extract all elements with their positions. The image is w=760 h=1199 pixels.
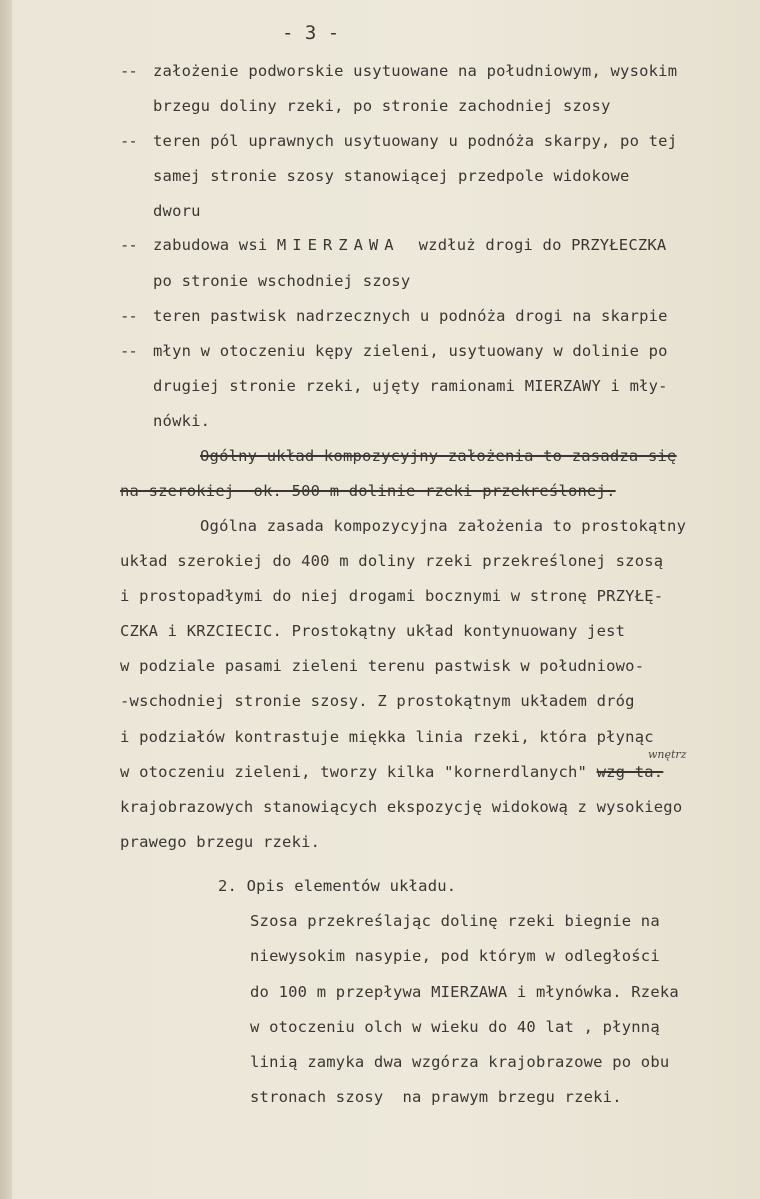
binding-edge xyxy=(0,0,12,1199)
paragraph-line: prawego brzegu rzeki. xyxy=(120,833,321,851)
paragraph-line xyxy=(120,762,663,782)
bullet-dash: -- xyxy=(120,62,137,80)
page-number: - 3 - xyxy=(282,22,340,44)
paragraph-line: i podziałów kontrastuje miękka linia rzeki, która płynąc xyxy=(120,728,654,746)
bullet-dash: -- xyxy=(120,236,137,254)
paragraph-line: i prostopadłymi do niej drogami bocznymi w stronę PRZYŁĘ- xyxy=(120,587,664,605)
section-heading: 2. Opis elementów układu. xyxy=(218,877,457,895)
section-line: do 100 m przepływa MIERZAWA i młynówka. Rzeka xyxy=(250,983,679,1001)
paragraph-line: CZKA i KRZCIECIC. Prostokątny układ kontynuowany jest xyxy=(120,622,626,640)
section-line: niewysokim nasypie, pod którym w odległości xyxy=(250,947,660,965)
section-line: Szosa przekreślając dolinę rzeki biegnie na xyxy=(250,912,660,930)
struck-line: Ogólny układ kompozycyjny założenia to zasadza się xyxy=(200,447,677,465)
bullet-line: teren pastwisk nadrzecznych u podnóża drogi na skarpie xyxy=(153,307,668,325)
struck-word: wzg ta. xyxy=(596,763,664,781)
bullet-line: brzegu doliny rzeki, po stronie zachodniej szosy xyxy=(153,97,611,115)
section-line: w otoczeniu olch w wieku do 40 lat , płynną xyxy=(250,1018,660,1036)
paragraph-line: krajobrazowych stanowiących ekspozycję widokową z wysokiego xyxy=(120,798,683,816)
paragraph-line: -wschodniej stronie szosy. Z prostokątnym układem dróg xyxy=(120,692,635,710)
bullet-line: dworu xyxy=(153,202,201,220)
bullet-line-post: wzdłuż drogi do PRZYŁECZKA xyxy=(399,236,667,254)
handwritten-correction: wnętrz xyxy=(648,748,687,761)
bullet-line: młyn w otoczeniu kępy zieleni, usytuowany w dolinie po xyxy=(153,342,668,360)
paragraph-line: w podziale pasami zieleni terenu pastwisk w południowo- xyxy=(120,657,645,675)
bullet-line: po stronie wschodniej szosy xyxy=(153,272,411,290)
section-line: stronach szosy na prawym brzegu rzeki. xyxy=(250,1088,622,1106)
village-name: MIERZAWA xyxy=(276,236,400,254)
bullet-dash: -- xyxy=(120,132,137,150)
paragraph-line: układ szerokiej do 400 m doliny rzeki przekreślonej szosą xyxy=(120,552,664,570)
paragraph-line: Ogólna zasada kompozycyjna założenia to prostokątny xyxy=(200,517,687,535)
bullet-dash: -- xyxy=(120,307,137,325)
struck-line: na szerokiej ok. 500 m dolinie rzeki przekreślonej. xyxy=(120,482,616,500)
bullet-line: założenie podworskie usytuowane na południowym, wysokim xyxy=(153,62,678,80)
bullet-line: teren pól uprawnych usytuowany u podnóża skarpy, po tej xyxy=(153,132,678,150)
bullet-dash: -- xyxy=(120,342,137,360)
bullet-line: samej stronie szosy stanowiącej przedpole widokowe xyxy=(153,167,630,185)
bullet-line: drugiej stronie rzeki, ujęty ramionami MIERZAWY i mły- xyxy=(153,377,668,395)
section-line: linią zamyka dwa wzgórza krajobrazowe po obu xyxy=(250,1053,670,1071)
paragraph-line-text: w otoczeniu zieleni, tworzy kilka "kornerdlanych" xyxy=(120,763,597,781)
bullet-line: nówki. xyxy=(153,412,211,430)
bullet-line xyxy=(153,235,666,255)
bullet-line-pre: zabudowa wsi xyxy=(153,236,277,254)
